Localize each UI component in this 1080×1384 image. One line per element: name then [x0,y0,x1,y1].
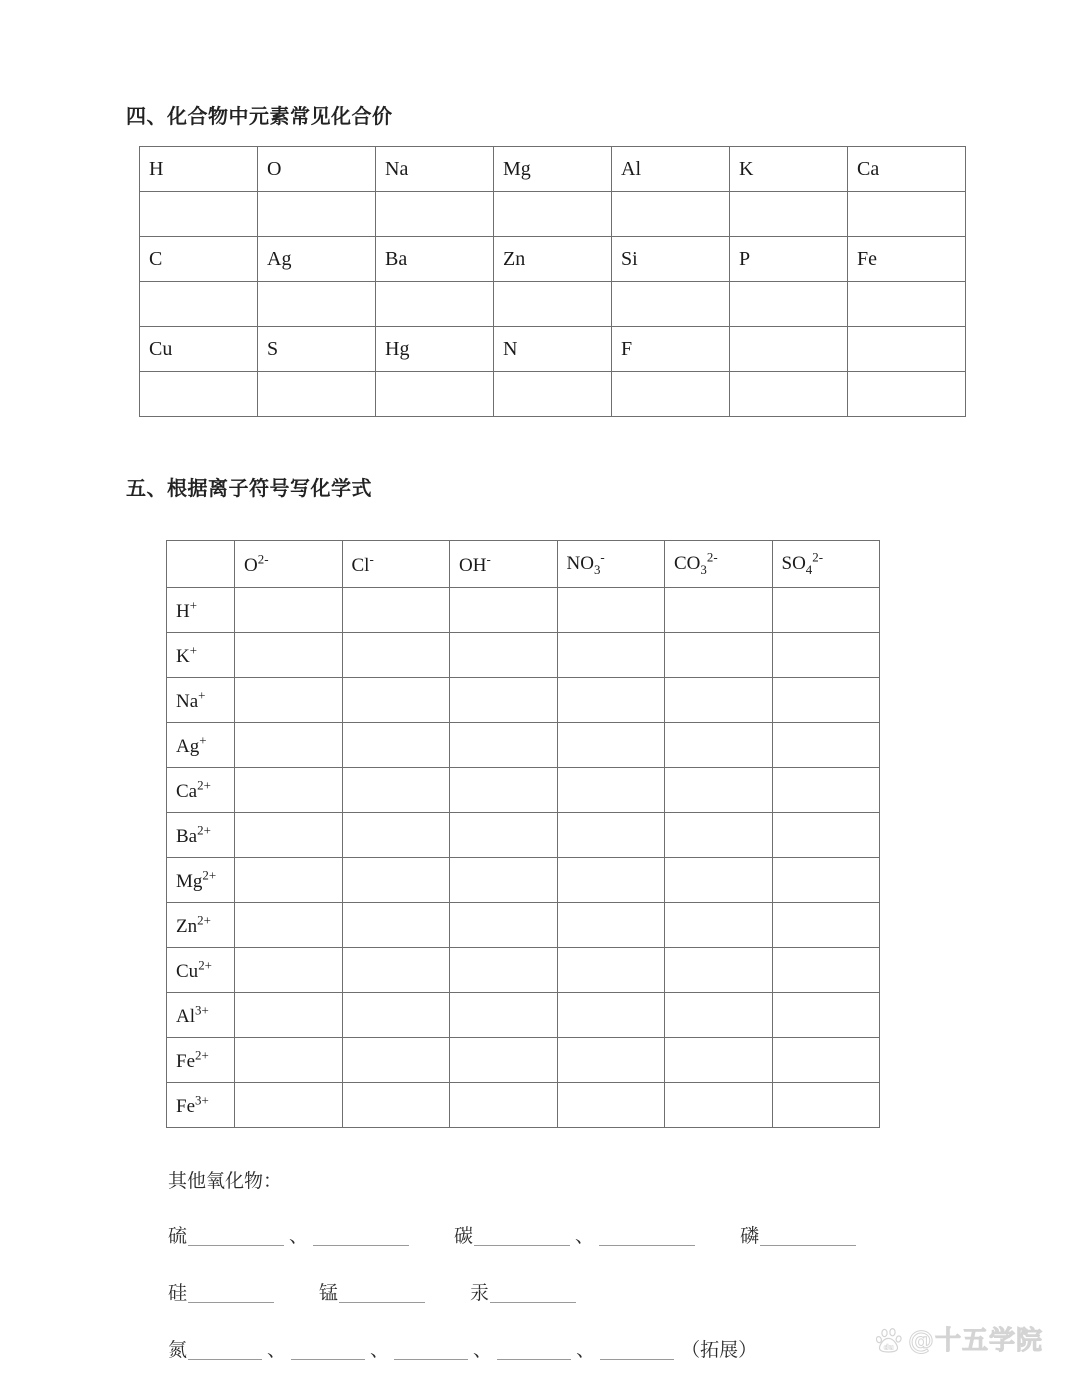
valence-element-row [140,237,966,282]
formula-blank-cell[interactable] [450,678,558,723]
answer-blank[interactable] [490,1282,576,1303]
formula-blank-cell[interactable] [665,903,773,948]
ion-table-row [167,1083,880,1128]
valence-table-body [140,147,966,417]
formula-blank-cell[interactable] [342,723,450,768]
formula-blank-cell[interactable] [235,723,343,768]
cation-label-cell: $Fe^{2+}$ [167,1038,235,1083]
formula-blank-cell[interactable] [450,768,558,813]
element-symbol-cell: Fe [848,237,966,282]
formula-blank-cell[interactable] [342,903,450,948]
formula-blank-cell[interactable] [665,678,773,723]
formula-blank-cell[interactable] [557,768,665,813]
formula-blank-cell[interactable] [772,588,880,633]
ion-table-row [167,633,880,678]
blank-separator: 、 [575,1224,595,1247]
formula-blank-cell[interactable] [772,768,880,813]
ion-table-row [167,813,880,858]
formula-blank-cell[interactable] [342,948,450,993]
valence-answer-row [140,192,966,237]
valence-blank-cell[interactable] [140,282,258,327]
formula-blank-cell[interactable] [235,813,343,858]
other-oxides-label: 其他氧化物： [168,1170,283,1192]
ion-table-head [167,541,880,588]
anion-header-cell: $O^{2-}$ [235,541,343,588]
element-name-prefix: 碳 [454,1224,474,1247]
blank-separator: 、 [370,1338,390,1361]
ion-table-row [167,948,880,993]
element-name-prefix: 氮 [168,1338,188,1361]
formula-blank-cell[interactable] [450,858,558,903]
element-symbol-cell: S [258,327,376,372]
element-symbol-cell: Hg [376,327,494,372]
element-symbol-cell: N [494,327,612,372]
element-symbol-cell: H [140,147,258,192]
formula-blank-cell[interactable] [557,723,665,768]
anion-header-cell: $CO_3^{2-}$ [665,541,773,588]
fill-line-silicon-manganese-mercury [168,1282,928,1303]
formula-blank-cell[interactable] [235,1038,343,1083]
formula-blank-cell[interactable] [450,993,558,1038]
element-symbol-cell: Cu [140,327,258,372]
formula-blank-cell[interactable] [342,588,450,633]
cation-label-cell: $Ca^{2+}$ [167,768,235,813]
svg-text:du: du [883,1343,894,1352]
answer-blank[interactable] [339,1282,425,1303]
answer-blank[interactable] [188,1225,284,1246]
formula-blank-cell[interactable] [235,948,343,993]
formula-blank-cell[interactable] [557,633,665,678]
valence-blank-cell[interactable] [140,192,258,237]
formula-blank-cell[interactable] [772,993,880,1038]
formula-blank-cell[interactable] [450,903,558,948]
formula-blank-cell[interactable] [665,813,773,858]
valence-blank-cell[interactable] [730,282,848,327]
ion-table-row [167,993,880,1038]
formula-blank-cell[interactable] [342,678,450,723]
valence-table [139,146,966,417]
cation-label-cell: $Cu^{2+}$ [167,948,235,993]
formula-blank-cell[interactable] [772,1083,880,1128]
answer-blank[interactable] [760,1225,856,1246]
formula-blank-cell[interactable] [665,1038,773,1083]
ion-table-row [167,588,880,633]
anion-header-cell: $SO_4^{2-}$ [772,541,880,588]
valence-blank-cell[interactable] [612,192,730,237]
element-symbol-cell: Ba [376,237,494,282]
element-name-prefix: 汞 [470,1281,490,1304]
valence-blank-cell[interactable] [140,372,258,417]
blank-separator: 、 [267,1338,287,1361]
valence-blank-cell[interactable] [376,282,494,327]
formula-blank-cell[interactable] [342,813,450,858]
extension-tag: （拓展） [681,1338,758,1361]
answer-blank[interactable] [188,1339,262,1360]
formula-blank-cell[interactable] [450,723,558,768]
answer-blank[interactable] [291,1339,365,1360]
formula-blank-cell[interactable] [450,1083,558,1128]
formula-blank-cell[interactable] [450,633,558,678]
answer-blank[interactable] [599,1225,695,1246]
answer-blank[interactable] [313,1225,409,1246]
formula-blank-cell[interactable] [235,993,343,1038]
valence-blank-cell[interactable] [612,282,730,327]
element-symbol-cell: Zn [494,237,612,282]
element-name-prefix: 硅 [168,1281,188,1304]
ion-table-header-row [167,541,880,588]
formula-blank-cell[interactable] [772,858,880,903]
ion-table-row [167,858,880,903]
blank-separator: 、 [289,1224,309,1247]
formula-blank-cell[interactable] [557,903,665,948]
formula-blank-cell[interactable] [342,993,450,1038]
element-name-prefix: 硫 [168,1224,188,1247]
anion-header-cell: Cl- [342,541,450,588]
formula-blank-cell[interactable] [772,813,880,858]
element-symbol-cell [730,327,848,372]
valence-blank-cell[interactable] [258,372,376,417]
ion-table-corner-cell [167,541,235,588]
element-symbol-cell: P [730,237,848,282]
valence-element-row [140,327,966,372]
answer-blank[interactable] [188,1282,274,1303]
cation-label-cell: Ag+ [167,723,235,768]
valence-blank-cell[interactable] [258,192,376,237]
ion-table-row [167,1038,880,1083]
formula-blank-cell[interactable] [235,588,343,633]
element-symbol-cell: Ag [258,237,376,282]
formula-blank-cell[interactable] [235,903,343,948]
formula-blank-cell[interactable] [235,678,343,723]
formula-blank-cell[interactable] [772,678,880,723]
ion-formula-table [166,540,880,1128]
element-symbol-cell: Si [612,237,730,282]
element-symbol-cell: Al [612,147,730,192]
element-symbol-cell: K [730,147,848,192]
formula-blank-cell[interactable] [557,588,665,633]
element-symbol-cell: C [140,237,258,282]
formula-blank-cell[interactable] [342,633,450,678]
valence-blank-cell[interactable] [494,372,612,417]
formula-blank-cell[interactable] [342,1083,450,1128]
formula-blank-cell[interactable] [342,1038,450,1083]
formula-blank-cell[interactable] [665,588,773,633]
ion-table-row [167,723,880,768]
answer-blank[interactable] [497,1339,571,1360]
formula-blank-cell[interactable] [235,858,343,903]
anion-header-cell: $NO_3^-$ [557,541,665,588]
element-symbol-cell: Ca [848,147,966,192]
formula-blank-cell[interactable] [235,633,343,678]
fill-line-sulfur-carbon-phosphorus [168,1225,928,1246]
formula-blank-cell[interactable] [450,1038,558,1083]
formula-blank-cell[interactable] [772,723,880,768]
valence-blank-cell[interactable] [848,282,966,327]
formula-blank-cell[interactable] [772,1038,880,1083]
formula-blank-cell[interactable] [772,903,880,948]
formula-blank-cell[interactable] [450,813,558,858]
formula-blank-cell[interactable] [342,858,450,903]
element-symbol-cell: O [258,147,376,192]
formula-blank-cell[interactable] [665,723,773,768]
formula-blank-cell[interactable] [450,948,558,993]
answer-blank[interactable] [600,1339,674,1360]
cation-label-cell: $Fe^{3+}$ [167,1083,235,1128]
section-four-heading: 四、化合物中元素常见化合价 [126,104,393,128]
ion-table-row [167,903,880,948]
section-five-heading: 五、根据离子符号写化学式 [126,476,372,500]
ion-table-row [167,678,880,723]
formula-blank-cell[interactable] [772,633,880,678]
blank-separator: 、 [473,1338,493,1361]
formula-blank-cell[interactable] [772,948,880,993]
formula-blank-cell[interactable] [557,678,665,723]
element-symbol-cell: F [612,327,730,372]
element-symbol-cell [848,327,966,372]
element-symbol-cell: Mg [494,147,612,192]
formula-blank-cell[interactable] [665,768,773,813]
cation-label-cell: K+ [167,633,235,678]
formula-blank-cell[interactable] [557,1038,665,1083]
formula-blank-cell[interactable] [557,858,665,903]
formula-blank-cell[interactable] [665,858,773,903]
formula-blank-cell[interactable] [665,633,773,678]
answer-blank[interactable] [474,1225,570,1246]
cation-label-cell: $Mg^{2+}$ [167,858,235,903]
anion-header-cell: OH- [450,541,558,588]
watermark-text: @十五学院 [908,1326,1044,1356]
ion-table-body [167,588,880,1128]
cation-label-cell: Na+ [167,678,235,723]
valence-blank-cell[interactable] [494,192,612,237]
valence-blank-cell[interactable] [730,192,848,237]
formula-blank-cell[interactable] [342,768,450,813]
answer-blank[interactable] [394,1339,468,1360]
valence-blank-cell[interactable] [376,192,494,237]
valence-blank-cell[interactable] [848,192,966,237]
cation-label-cell: $Al^{3+}$ [167,993,235,1038]
element-name-prefix: 锰 [319,1281,339,1304]
formula-blank-cell[interactable] [665,1083,773,1128]
valence-element-row [140,147,966,192]
fill-line-nitrogen [168,1339,928,1360]
formula-blank-cell[interactable] [557,993,665,1038]
cation-label-cell: $Zn^{2+}$ [167,903,235,948]
valence-blank-cell[interactable] [730,372,848,417]
valence-blank-cell[interactable] [848,372,966,417]
formula-blank-cell[interactable] [235,768,343,813]
element-symbol-cell: Na [376,147,494,192]
formula-blank-cell[interactable] [665,948,773,993]
ion-table-row [167,768,880,813]
formula-blank-cell[interactable] [450,588,558,633]
fill-in-blanks-section [168,1172,928,1360]
valence-answer-row [140,282,966,327]
valence-blank-cell[interactable] [612,372,730,417]
blank-separator: 、 [576,1338,596,1361]
valence-blank-cell[interactable] [258,282,376,327]
valence-blank-cell[interactable] [376,372,494,417]
element-name-prefix: 磷 [740,1224,760,1247]
formula-blank-cell[interactable] [235,1083,343,1128]
cation-label-cell: $Ba^{2+}$ [167,813,235,858]
valence-blank-cell[interactable] [494,282,612,327]
formula-blank-cell[interactable] [557,813,665,858]
formula-blank-cell[interactable] [557,948,665,993]
valence-answer-row [140,372,966,417]
formula-blank-cell[interactable] [665,993,773,1038]
cation-label-cell: H+ [167,588,235,633]
formula-blank-cell[interactable] [557,1083,665,1128]
